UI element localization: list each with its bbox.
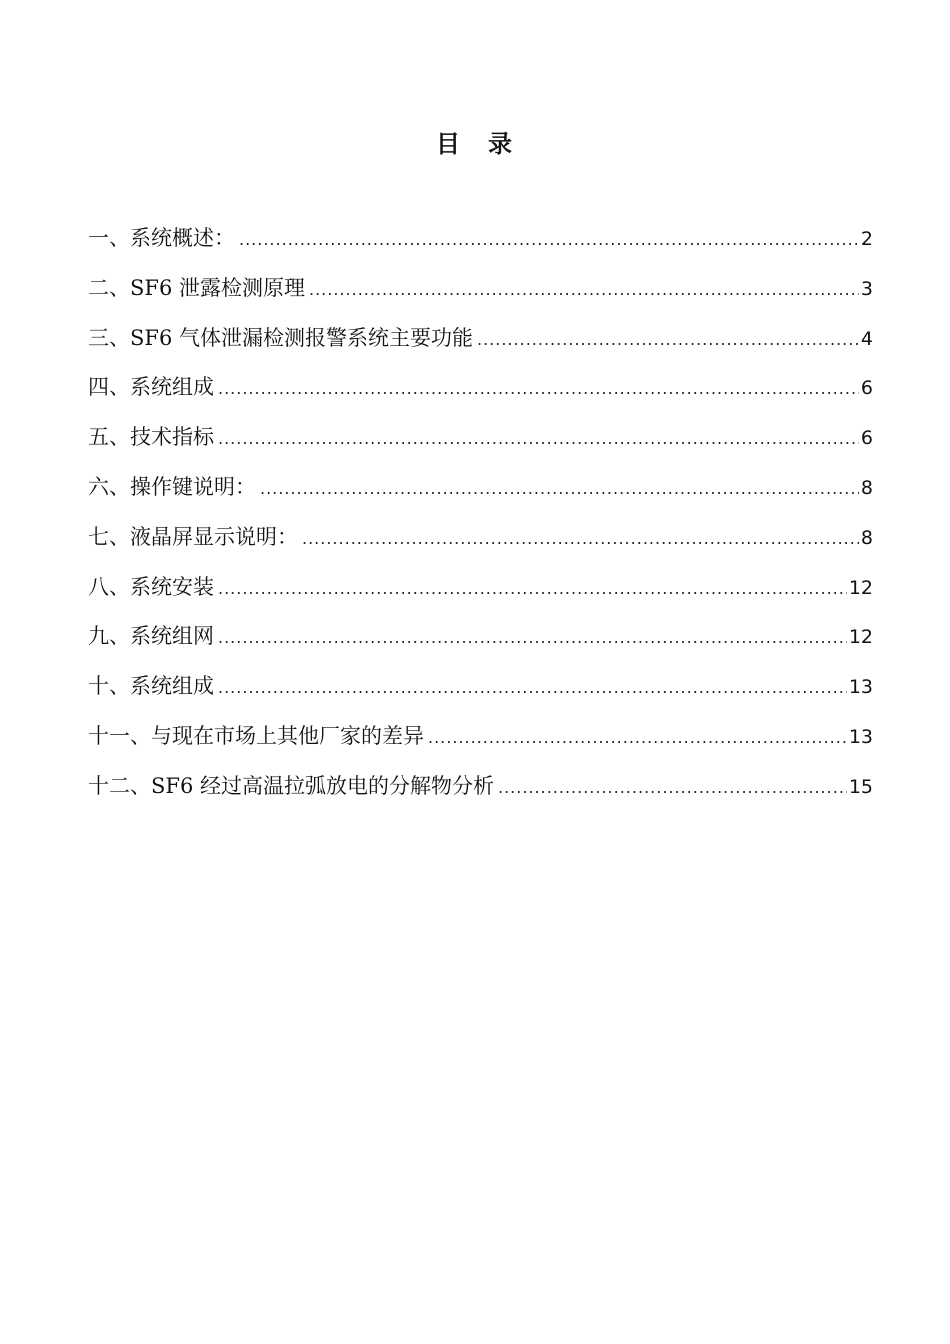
toc-entry-page: 3 — [860, 277, 873, 300]
toc-entry[interactable] — [88, 670, 873, 720]
toc-entry[interactable] — [88, 471, 873, 521]
toc-entry[interactable] — [88, 371, 873, 421]
toc-leader-dots — [498, 778, 847, 797]
toc-leader-dots — [218, 379, 859, 398]
toc-entry-page: 12 — [848, 576, 873, 599]
toc-entry[interactable] — [88, 272, 873, 322]
toc-entry-label: 二、SF6 泄露检测原理 — [88, 275, 305, 300]
toc-entry-label: 四、系统组成 — [88, 375, 214, 400]
toc-title: 目 录 — [436, 130, 514, 158]
toc-entry-page: 8 — [860, 526, 873, 549]
toc-entry-label: 六、操作键说明： — [88, 474, 256, 499]
toc-entry-label: 九、系统组网 — [88, 624, 214, 649]
toc-entry[interactable] — [88, 222, 873, 272]
toc-entry-label: 八、系统安装 — [88, 574, 214, 599]
toc-entry[interactable] — [88, 571, 873, 621]
toc-entry-page: 4 — [860, 327, 873, 350]
toc-entry-label: 十、系统组成 — [88, 674, 214, 699]
toc-leader-dots — [218, 429, 859, 448]
toc-entry[interactable] — [88, 620, 873, 670]
toc-entry-page: 2 — [860, 228, 873, 250]
toc-entry-label: 七、液晶屏显示说明： — [88, 524, 298, 549]
toc-leader-dots — [309, 280, 859, 299]
toc-entry-page: 13 — [848, 725, 873, 748]
toc-leader-dots — [218, 579, 847, 598]
toc-entry-page: 8 — [860, 476, 873, 499]
toc-entry[interactable] — [88, 521, 873, 571]
toc-entry-label: 三、SF6 气体泄漏检测报警系统主要功能 — [88, 325, 473, 350]
toc-entry[interactable] — [88, 770, 873, 820]
toc-entry[interactable] — [88, 421, 873, 471]
toc-entry[interactable] — [88, 322, 873, 372]
toc-entry-label: 一、系统概述： — [88, 226, 235, 250]
toc-entry-page: 12 — [848, 626, 873, 649]
toc-list — [88, 222, 873, 820]
toc-leader-dots — [239, 230, 859, 249]
toc-leader-dots — [302, 529, 859, 548]
toc-leader-dots — [218, 628, 847, 647]
toc-entry-page: 6 — [860, 377, 873, 400]
toc-leader-dots — [428, 728, 847, 747]
toc-leader-dots — [477, 330, 859, 349]
toc-entry-label: 十一、与现在市场上其他厂家的差异 — [88, 723, 424, 748]
toc-leader-dots — [260, 479, 859, 498]
toc-entry-page: 13 — [848, 676, 873, 699]
toc-entry-label: 五、技术指标 — [88, 425, 214, 450]
toc-entry-page: 6 — [860, 427, 873, 450]
toc-entry-label: 十二、SF6 经过高温拉弧放电的分解物分析 — [88, 773, 494, 798]
toc-entry-page: 15 — [848, 775, 873, 798]
toc-leader-dots — [218, 678, 847, 697]
toc-entry[interactable] — [88, 720, 873, 770]
